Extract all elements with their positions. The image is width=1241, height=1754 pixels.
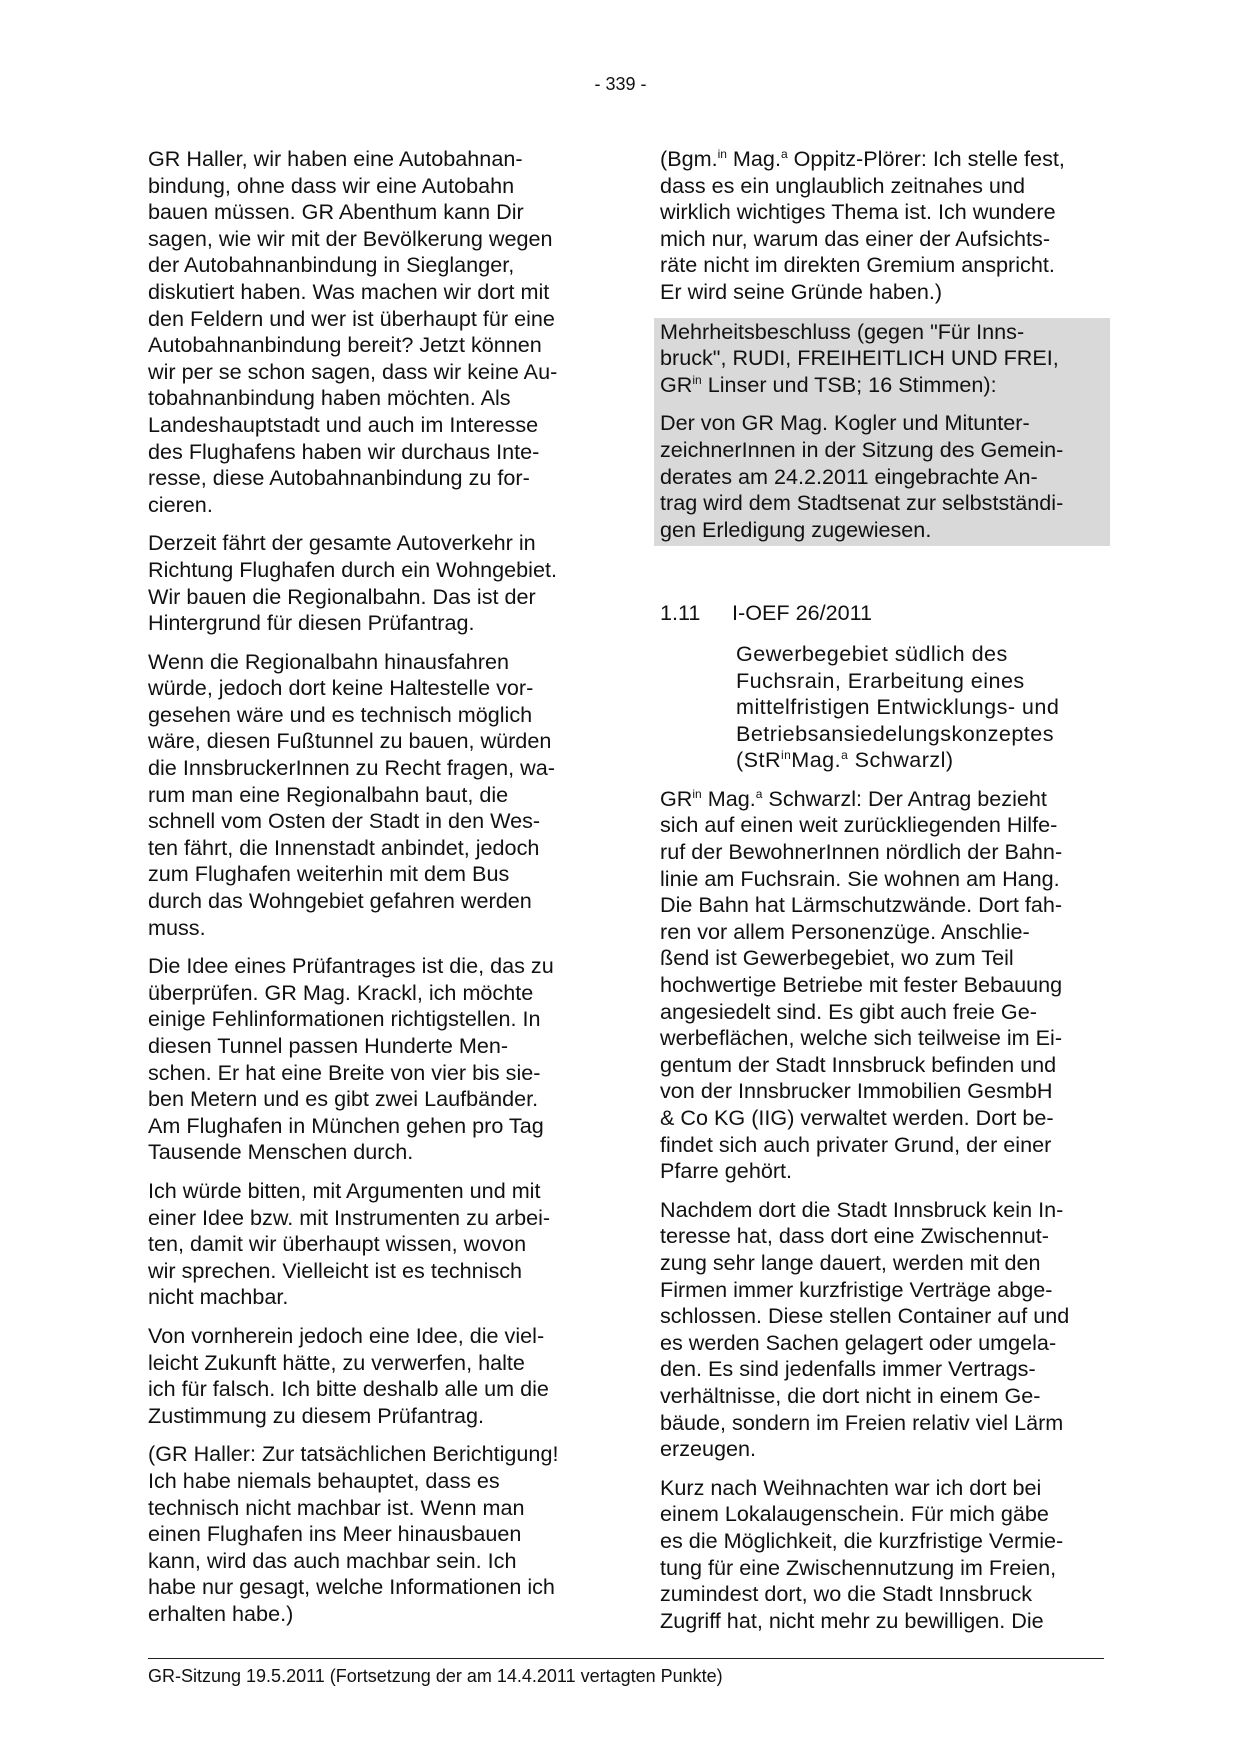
text-line: $GR^{in}$ Linser und TSB; 16 Stimmen): bbox=[660, 371, 997, 397]
text-line: Wir bauen die Regionalbahn. Das ist der bbox=[148, 583, 536, 609]
text-line: den Feldern und wer ist überhaupt für eine bbox=[148, 305, 555, 331]
text-line: die InnsbruckerInnen zu Recht fragen, wa- bbox=[148, 755, 555, 781]
text-line: zum Flughafen weiterhin mit dem Bus bbox=[148, 861, 510, 887]
text-line: findet sich auch privater Grund, der einer bbox=[660, 1131, 1052, 1157]
left-paragraph-2 bbox=[148, 530, 594, 636]
agenda-code: I-OEF 26/2011 bbox=[732, 600, 873, 626]
text-line: ßend ist Gewerbegebiet, wo zum Teil bbox=[660, 945, 1014, 971]
text-line: zumindest dort, wo die Stadt Innsbruck bbox=[660, 1581, 1033, 1607]
text-line: derates am 24.2.2011 eingebrachte An- bbox=[660, 463, 1038, 489]
text-line: schnell vom Osten der Stadt in den Wes- bbox=[148, 808, 541, 834]
text-line: technisch nicht machbar ist. Wenn man bbox=[148, 1494, 525, 1520]
text-line: muss. bbox=[148, 914, 206, 940]
mayor-remark bbox=[660, 146, 1110, 306]
text-line: tobahnanbindung haben möchten. Als bbox=[148, 385, 511, 411]
text-line: würde, jedoch dort keine Haltestelle vor- bbox=[148, 675, 534, 701]
text-line: es werden Sachen gelagert oder umgela- bbox=[660, 1329, 1057, 1355]
text-line: ten, damit wir überhaupt wissen, wovon bbox=[148, 1231, 527, 1257]
text-line: ren vor allem Personenzüge. Anschlie- bbox=[660, 918, 1030, 944]
text-line: erzeugen. bbox=[660, 1436, 757, 1462]
text-line: schen. Er hat eine Breite von vier bis sie- bbox=[148, 1059, 541, 1085]
text-line: Tausende Menschen durch. bbox=[148, 1139, 414, 1165]
text-line: wir per se schon sagen, dass wir keine Au- bbox=[148, 358, 558, 384]
text-line: Hintergrund für diesen Prüfantrag. bbox=[148, 610, 475, 636]
agenda-heading bbox=[660, 600, 1110, 627]
text-line: habe nur gesagt, welche Informationen ich bbox=[148, 1574, 555, 1600]
text-line: zung sehr lange dauert, werden mit den bbox=[660, 1249, 1041, 1275]
text-line: linie am Fuchsrain. Sie wohnen am Hang. bbox=[660, 865, 1060, 891]
text-line: angesiedelt sind. Es gibt auch freie Ge- bbox=[660, 998, 1037, 1024]
text-line: Gewerbegebiet südlich des bbox=[736, 640, 1008, 666]
text-line: von der Innsbrucker Immobilien GesmbH bbox=[660, 1078, 1053, 1104]
text-line: Wenn die Regionalbahn hinausfahren bbox=[148, 648, 509, 674]
speech-paragraph bbox=[660, 786, 1110, 1185]
text-line: Zugriff hat, nicht mehr zu bewilligen. Die bbox=[660, 1607, 1044, 1633]
left-paragraph-1 bbox=[148, 146, 594, 518]
left-paragraph-3 bbox=[148, 649, 594, 942]
text-line: sagen, wie wir mit der Bevölkerung wegen bbox=[148, 225, 553, 251]
right-paragraph-1 bbox=[660, 1197, 1110, 1463]
text-line: diesen Tunnel passen Hunderte Men- bbox=[148, 1033, 509, 1058]
footer-divider bbox=[148, 1658, 1104, 1659]
text-line: zeichnerInnen in der Sitzung des Gemein- bbox=[660, 436, 1064, 462]
text-line: (StR$^{in}$Mag.$^a$ Schwarzl) bbox=[736, 747, 954, 773]
text-line: werbeflächen, welche sich teilweise im Ei- bbox=[660, 1025, 1063, 1051]
text-line: rum man eine Regionalbahn baut, die bbox=[148, 781, 509, 807]
text-line: verhältnisse, die dort nicht in einem Ge- bbox=[660, 1382, 1041, 1408]
text-line: Derzeit fährt der gesamte Autoverkehr in bbox=[148, 530, 536, 556]
left-paragraph-5 bbox=[148, 1178, 594, 1311]
text-line: mittelfristigen Entwicklungs- und bbox=[736, 694, 1060, 720]
agenda-number: 1.11 bbox=[660, 600, 701, 626]
text-line: Zustimmung zu diesem Prüfantrag. bbox=[148, 1402, 485, 1428]
text-line: $GR^{in}$ Mag.$^a$ Schwarzl: Der Antrag bezieht bbox=[660, 785, 1047, 811]
text-line: Mehrheitsbeschluss (gegen "Für Inns- bbox=[660, 318, 1025, 344]
left-paragraph-7 bbox=[148, 1441, 594, 1627]
text-line: durch das Wohngebiet gefahren werden bbox=[148, 888, 532, 914]
text-line: bauen müssen. GR Abenthum kann Dir bbox=[148, 199, 524, 225]
text-line: dass es ein unglaublich zeitnahes und bbox=[660, 172, 1025, 198]
text-line: Firmen immer kurzfristige Verträge abge- bbox=[660, 1276, 1053, 1302]
text-line: einen Flughafen ins Meer hinausbauen bbox=[148, 1521, 522, 1547]
text-line: Der von GR Mag. Kogler und Mitunter- bbox=[660, 410, 1030, 436]
text-line: Richtung Flughafen durch ein Wohngebiet. bbox=[148, 556, 557, 582]
text-line: den. Es sind jedenfalls immer Vertrags- bbox=[660, 1356, 1036, 1382]
resolution-heading bbox=[660, 319, 1104, 399]
left-paragraph-6 bbox=[148, 1323, 594, 1429]
right-paragraph-2 bbox=[660, 1475, 1110, 1635]
text-line: einer Idee bzw. mit Instrumenten zu arbei- bbox=[148, 1204, 551, 1230]
text-line: gen Erledigung zugewiesen. bbox=[660, 516, 932, 542]
text-line: bindung, ohne dass wir eine Autobahn bbox=[148, 172, 515, 198]
text-line: Pfarre gehört. bbox=[660, 1158, 793, 1184]
right-column bbox=[660, 146, 1110, 1646]
page-footer: GR-Sitzung 19.5.2011 (Fortsetzung der am 14.4.2011 vertagten Punkte) bbox=[148, 1666, 723, 1686]
text-line: trag wird dem Stadtsenat zur selbstständi- bbox=[660, 490, 1064, 516]
text-line: gentum der Stadt Innsbruck befinden und bbox=[660, 1051, 1057, 1077]
text-line: ten fährt, die Innenstadt anbindet, jedoch bbox=[148, 834, 540, 860]
text-line: mich nur, warum das einer der Aufsichts- bbox=[660, 225, 1051, 251]
text-line: Er wird seine Gründe haben.) bbox=[660, 278, 943, 304]
text-line: nicht machbar. bbox=[148, 1284, 289, 1310]
text-line: Ich würde bitten, mit Argumenten und mit bbox=[148, 1177, 541, 1203]
text-line: Ich habe niemals behauptet, dass es bbox=[148, 1467, 500, 1493]
text-line: hochwertige Betriebe mit fester Bebauung bbox=[660, 972, 1063, 998]
text-line: wir sprechen. Vielleicht ist es technisch bbox=[148, 1257, 523, 1283]
text-line: bruck", RUDI, FREIHEITLICH UND FREI, bbox=[660, 345, 1059, 371]
text-line: Kurz nach Weihnachten war ich dort bei bbox=[660, 1474, 1042, 1500]
text-line: räte nicht im direkten Gremium anspricht. bbox=[660, 252, 1055, 278]
text-line: Am Flughafen in München gehen pro Tag bbox=[148, 1112, 544, 1138]
text-line: einem Lokalaugenschein. Für mich gäbe bbox=[660, 1501, 1049, 1527]
text-line: GR Haller, wir haben eine Autobahnan- bbox=[148, 146, 523, 171]
text-line: Die Bahn hat Lärmschutzwände. Dort fah- bbox=[660, 892, 1063, 918]
text-line: ben Metern und es gibt zwei Laufbänder. bbox=[148, 1086, 539, 1112]
text-line: Autobahnanbindung bereit? Jetzt können bbox=[148, 332, 542, 358]
text-line: (Bgm.$^{in}$ Mag.$^a$ Oppitz-Plörer: Ich stelle fest, bbox=[660, 146, 1065, 171]
text-line: & Co KG (IIG) verwaltet werden. Dort be- bbox=[660, 1105, 1054, 1130]
text-line: wirklich wichtiges Thema ist. Ich wundere bbox=[660, 199, 1056, 225]
text-line: schlossen. Diese stellen Container auf und bbox=[660, 1303, 1070, 1329]
text-line: gesehen wäre und es technisch möglich bbox=[148, 701, 533, 727]
text-line: sich auf einen weit zurückliegenden Hilfe- bbox=[660, 812, 1058, 838]
text-line: kann, wird das auch machbar sein. Ich bbox=[148, 1547, 517, 1573]
text-line: Landeshauptstadt und auch im Interesse bbox=[148, 411, 539, 437]
resolution-box bbox=[654, 318, 1110, 547]
text-line: tung für eine Zwischennutzung im Freien, bbox=[660, 1554, 1057, 1580]
agenda-item bbox=[660, 600, 1110, 774]
text-line: Fuchsrain, Erarbeitung eines bbox=[736, 667, 1025, 693]
text-line: es die Möglichkeit, die kurzfristige Vermie- bbox=[660, 1527, 1064, 1553]
agenda-topic bbox=[736, 641, 1110, 774]
left-column bbox=[148, 146, 594, 1639]
text-line: Nachdem dort die Stadt Innsbruck kein In- bbox=[660, 1196, 1064, 1222]
text-line: wäre, diesen Fußtunnel zu bauen, würden bbox=[148, 728, 552, 754]
text-line: teresse hat, dass dort eine Zwischennut- bbox=[660, 1223, 1049, 1249]
text-line: Die Idee eines Prüfantrages ist die, das zu bbox=[148, 953, 554, 979]
text-line: leicht Zukunft hätte, zu verwerfen, halte bbox=[148, 1349, 525, 1375]
text-line: bäude, sondern im Freien relativ viel Lärm bbox=[660, 1409, 1064, 1435]
text-line: diskutiert haben. Was machen wir dort mit bbox=[148, 278, 550, 304]
text-line: ich für falsch. Ich bitte deshalb alle um die bbox=[148, 1376, 549, 1402]
text-line: der Autobahnanbindung in Sieglanger, bbox=[148, 252, 515, 278]
text-line: einige Fehlinformationen richtigstellen. In bbox=[148, 1006, 541, 1032]
left-paragraph-4 bbox=[148, 953, 594, 1166]
text-line: überprüfen. GR Mag. Krackl, ich möchte bbox=[148, 979, 534, 1005]
text-line: cieren. bbox=[148, 491, 213, 517]
text-line: Betriebsansiedelungskonzeptes bbox=[736, 720, 1054, 746]
text-line: Von vornherein jedoch eine Idee, die viel- bbox=[148, 1322, 545, 1348]
text-line: resse, diese Autobahnanbindung zu for- bbox=[148, 465, 530, 491]
resolution-text bbox=[660, 410, 1104, 543]
page-number: - 339 - bbox=[594, 74, 647, 94]
text-line: ruf der BewohnerInnen nördlich der Bahn- bbox=[660, 839, 1063, 865]
text-line: (GR Haller: Zur tatsächlichen Berichtigung! bbox=[148, 1441, 559, 1467]
text-line: des Flughafens haben wir durchaus Inte- bbox=[148, 438, 540, 464]
text-line: erhalten habe.) bbox=[148, 1600, 294, 1626]
